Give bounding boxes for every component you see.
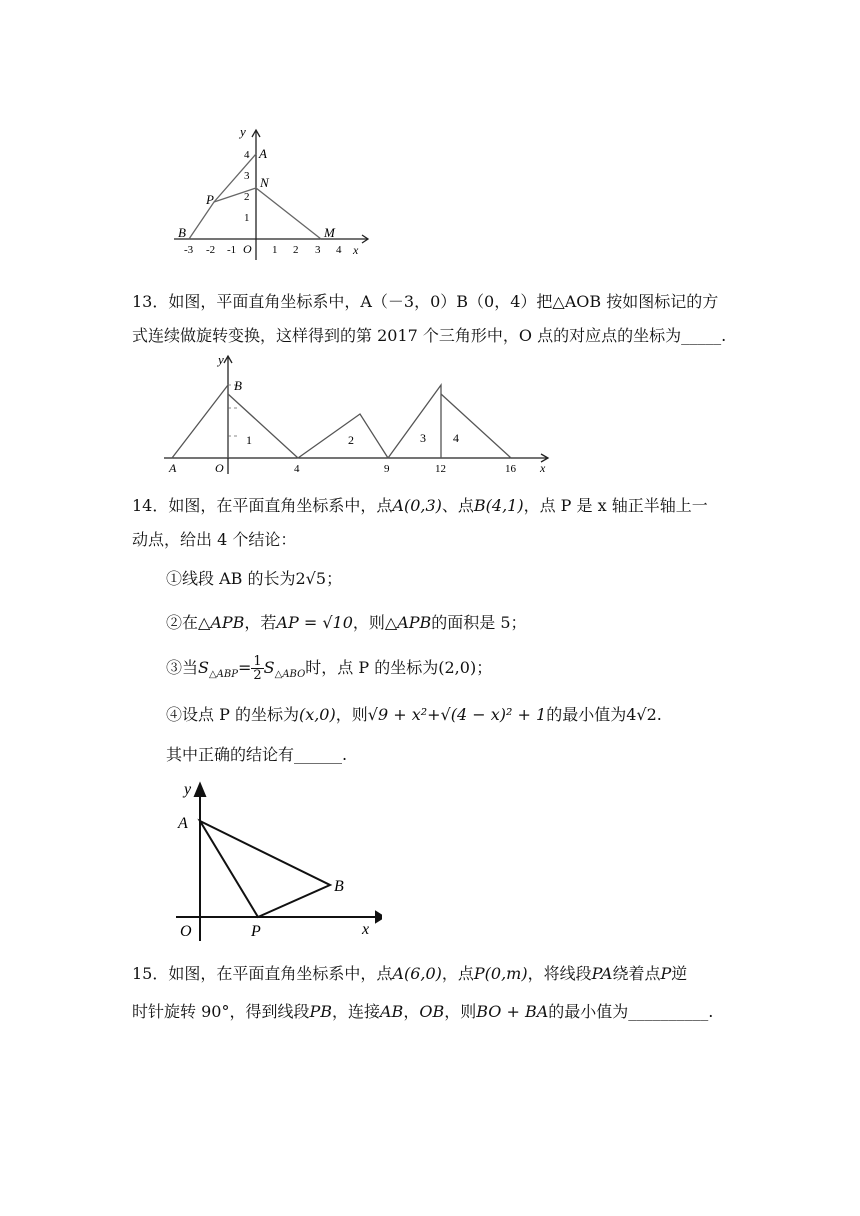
label-n: N xyxy=(260,175,269,190)
label-b: B xyxy=(178,225,186,240)
triangle-4 xyxy=(441,394,511,458)
q14-conclusion-4: ④设点 P 的坐标为(x,0)，则√9 + x²+√(4 − x)² + 1的最小值为4√2. xyxy=(166,705,662,724)
label-a: A xyxy=(178,815,188,832)
ytick: 4 xyxy=(244,149,250,161)
figure-q13 xyxy=(160,350,560,476)
xtick: 1 xyxy=(272,244,278,256)
figure-q12 xyxy=(168,122,378,262)
label-p: P xyxy=(251,923,261,940)
xtick: 12 xyxy=(435,463,446,475)
label-p: P xyxy=(206,192,214,207)
q13-line1: 13．如图，平面直角坐标系中，A（－3，0）B（0，4）把△AOB 按如图标记的方 xyxy=(132,292,719,311)
label-o: O xyxy=(180,923,192,940)
q14-conclusion-2: ②在△APB，若AP = √10，则△APB的面积是 5； xyxy=(166,613,527,632)
ytick: 1 xyxy=(244,212,250,224)
triangle-1 xyxy=(228,394,298,458)
label-b: B xyxy=(334,878,344,895)
label-x: x xyxy=(540,461,546,475)
triangle-2 xyxy=(298,414,388,458)
y-axis-arrow xyxy=(195,784,205,796)
q13-line2: 式连续做旋转变换，这样得到的第 2017 个三角形中，O 点的对应点的坐标为_____. xyxy=(132,326,727,345)
q14-conclusion-3: ③当$S_{\triangle ABP}=$ $\frac{1}{2}$ $S_{\triangle ABO}$时，点 P 的坐标为(2,0)； xyxy=(166,654,493,683)
xtick: 4 xyxy=(336,244,342,256)
xtick: 4 xyxy=(294,463,300,475)
question-number: 15． xyxy=(132,964,169,983)
question-number: 13． xyxy=(132,292,169,311)
xtick: -2 xyxy=(206,244,216,256)
xtick: 2 xyxy=(293,244,299,256)
label-x: x xyxy=(353,243,359,257)
xtick: 9 xyxy=(384,463,390,475)
label-b: B xyxy=(234,378,242,393)
label-y: y xyxy=(184,781,192,798)
triangle-aob xyxy=(172,385,228,458)
triangle-number: 2 xyxy=(348,433,354,447)
triangle-number: 4 xyxy=(453,431,459,445)
label-x: x xyxy=(362,921,370,938)
label-y: y xyxy=(240,124,246,139)
q15-line2: 时针旋转 90°，得到线段PB，连接AB，OB，则BO + BA的最小值为__________. xyxy=(132,1002,714,1021)
label-o: O xyxy=(243,242,252,256)
q15-line1: 15．如图，在平面直角坐标系中，点A(6,0)，点P(0,m)，将线段PA绕着点P逆 xyxy=(132,964,688,983)
q14-line1: 14．如图，在平面直角坐标系中，点A(0,3)、点B(4,1)，点 P 是 x 轴正半轴上一 xyxy=(132,496,708,515)
label-a: A xyxy=(169,461,177,475)
q14-conclusion-1: ①线段 AB 的长为2√5； xyxy=(166,569,343,588)
label-a: A xyxy=(259,146,267,161)
triangle-3 xyxy=(388,385,441,458)
question-number: 14． xyxy=(132,496,169,515)
triangle-apb xyxy=(200,821,330,917)
triangle-number: 3 xyxy=(420,431,426,445)
xtick: 3 xyxy=(315,244,321,256)
label-y: y xyxy=(218,352,224,367)
xtick: -3 xyxy=(184,244,194,256)
xtick: -1 xyxy=(227,244,237,256)
q14-line2: 动点，给出 4 个结论： xyxy=(132,530,297,549)
label-m: M xyxy=(324,225,335,240)
segment-p-n-m xyxy=(214,188,321,239)
figure-q14 xyxy=(172,776,382,942)
label-o: O xyxy=(215,461,224,475)
ytick: 2 xyxy=(244,191,250,203)
ytick: 3 xyxy=(244,170,250,182)
x-axis-arrow xyxy=(376,912,382,922)
fraction-one-half: $\frac{1}{2}$ xyxy=(253,654,262,683)
q14-ending: 其中正确的结论有______. xyxy=(166,745,348,764)
triangle-number: 1 xyxy=(246,433,252,447)
xtick: 16 xyxy=(505,463,516,475)
